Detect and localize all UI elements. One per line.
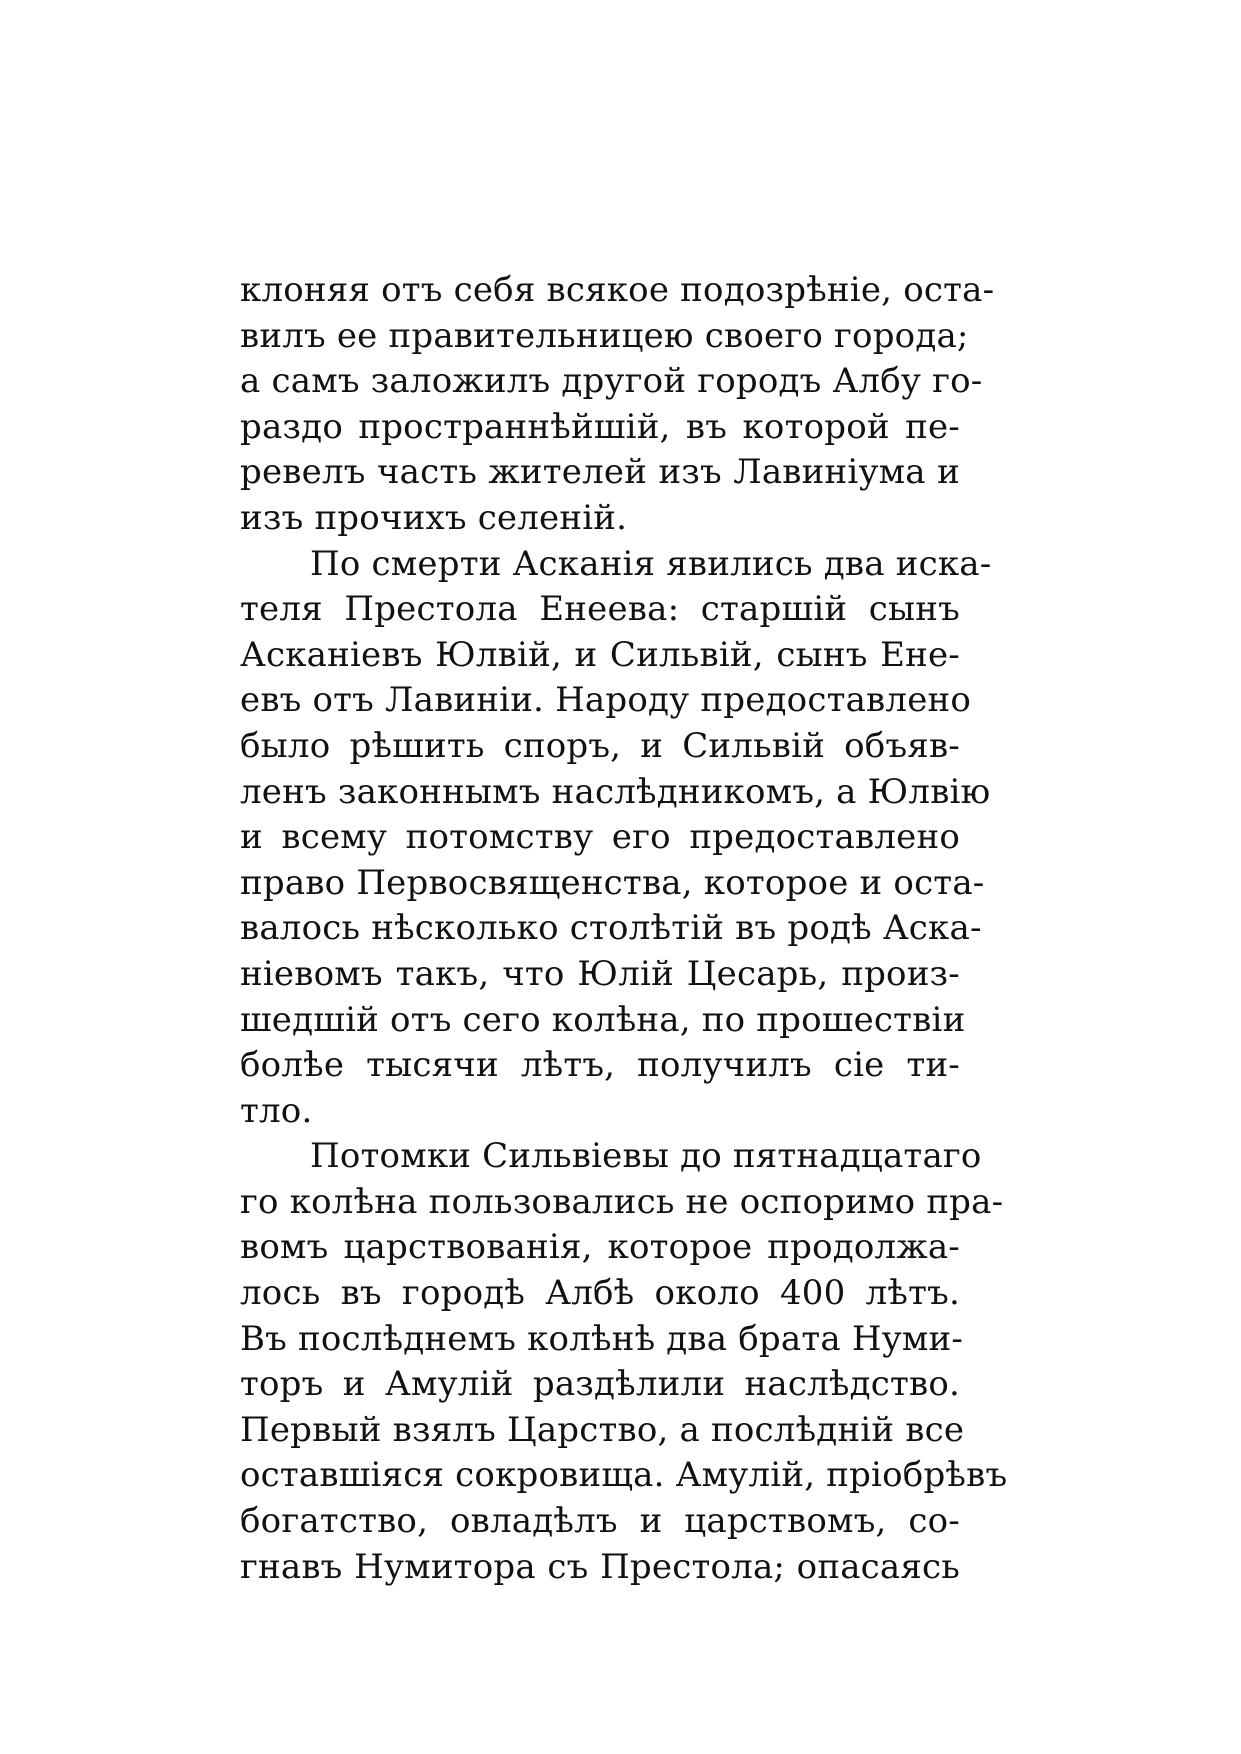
text-line: евъ отъ Лавиніи. Народу предоставлено bbox=[240, 680, 972, 721]
text-line: и всему потомству его предоставлено bbox=[240, 817, 960, 858]
text-line: изъ прочихъ селеній. bbox=[240, 497, 628, 538]
text-line: шедшій отъ сего колѣна, по прошествіи bbox=[240, 999, 966, 1040]
text-line: Первый взялъ Царство, а послѣдній все bbox=[240, 1409, 965, 1450]
text-line: клоняя отъ себя всякое подозрѣніе, оста- bbox=[240, 270, 995, 310]
text-line: Асканіевъ Юлвій, и Сильвій, сынъ Ене- bbox=[240, 634, 960, 675]
paragraph-start-line: Потомки Сильвіевы до пятнадцатаго bbox=[310, 1136, 982, 1177]
text-line: ревелъ часть жителей изъ Лавиніума и bbox=[240, 452, 960, 493]
text-line: теля Престола Енеева: старшій сынъ bbox=[240, 589, 960, 630]
text-line: торъ и Амулій раздѣлили наслѣдство. bbox=[240, 1364, 960, 1405]
text-line: го колѣна пользовались не оспоримо пра- bbox=[240, 1181, 1004, 1222]
body-text bbox=[240, 268, 1008, 1590]
text-line: валось нѣсколько столѣтій въ родѣ Аска- bbox=[240, 908, 982, 949]
text-line: а самъ заложилъ другой городъ Албу го- bbox=[240, 361, 983, 402]
text-line: Въ послѣднемъ колѣнѣ два брата Нуми- bbox=[240, 1318, 964, 1359]
text-line: тло. bbox=[240, 1090, 313, 1131]
text-line: лось въ городѣ Албѣ около 400 лѣтъ. bbox=[240, 1273, 960, 1314]
paragraph-start-line: По смерти Асканія явились два иска- bbox=[310, 543, 992, 584]
text-line: было рѣшить споръ, и Сильвій объяв- bbox=[240, 725, 960, 766]
text-line: право Первосвященства, которое и оста- bbox=[240, 862, 985, 903]
text-line: богатство, овладѣлъ и царствомъ, со- bbox=[240, 1501, 960, 1542]
text-line: ленъ законнымъ наслѣдникомъ, а Юлвію bbox=[240, 771, 991, 812]
text-line: ніевомъ такъ, что Юлій Цесарь, произ- bbox=[240, 953, 960, 994]
text-line: вомъ царствованія, которое продолжа- bbox=[240, 1227, 960, 1268]
text-line: гнавъ Нумитора съ Престола; опасаясь bbox=[240, 1546, 960, 1587]
text-line: оставшіяся сокровища. Амулій, пріобрѣвъ bbox=[240, 1455, 1008, 1496]
text-line: болѣе тысячи лѣтъ, получилъ сіе ти- bbox=[240, 1045, 960, 1086]
text-line: раздо пространнѣйшій, въ которой пе- bbox=[240, 406, 960, 447]
text-line: вилъ ее правительницею своего города; bbox=[240, 315, 969, 356]
